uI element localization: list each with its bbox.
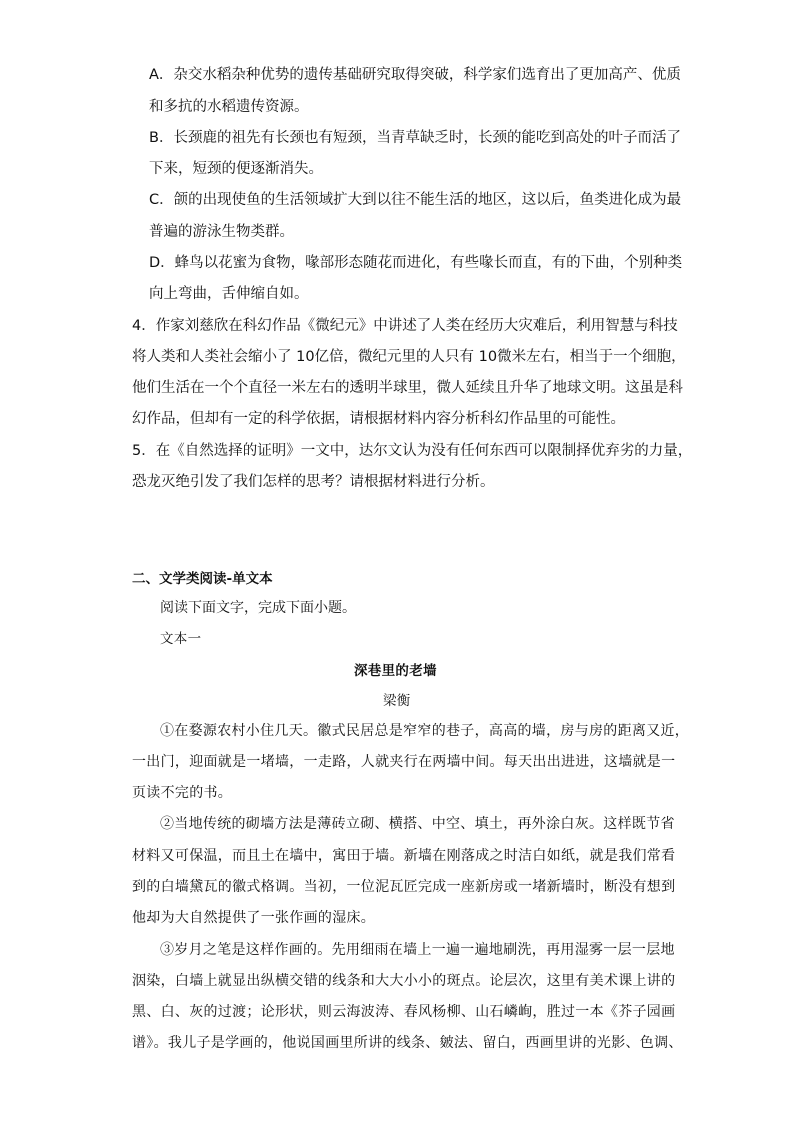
question-4-line: 将人类和人类社会缩小了 10亿倍，微纪元里的人只有 10微米左右，相当于一个细胞， [132,349,686,365]
option-d-line-1: D．蜂鸟以花蜜为食物，喙部形态随花而进化，有些喙长而直，有的下曲，个别种类 [149,255,683,271]
question-4-line: 他们生活在一个个直径一米左右的透明半球里，微人延续且升华了地球文明。这虽是科 [132,380,683,396]
option-b-line-2: 下来，短颈的便逐渐消失。 [149,161,323,177]
question-4-line: 4．作家刘慈欣在科幻作品《微纪元》中讲述了人类在经历大灾难后，利用智慧与科技 [132,318,678,334]
option-b-line-1: B．长颈鹿的祖先有长颈也有短颈，当青草缺乏时，长颈的能吃到高处的叶子而活了 [149,130,681,146]
paragraph-1-line: 页读不完的书。 [132,785,233,801]
question-5-line: 5．在《自然选择的证明》一文中，达尔文认为没有任何东西可以限制择优弃劣的力量， [132,443,693,459]
paragraph-2-line: 他却为大自然提供了一张作画的湿床。 [132,910,376,926]
paragraph-1-line: ①在婺源农村小住几天。徽式民居总是窄窄的巷子，高高的墙，房与房的距离又近， [160,723,690,739]
article-title: 深巷里的老墙 [354,663,437,679]
text-label: 文本一 [160,631,202,647]
option-c-line-1: C．颌的出现使鱼的生活领域扩大到以往不能生活的地区，这以后，鱼类进化成为最 [149,192,682,208]
option-a-line-1: A．杂交水稻杂种优势的遗传基础研究取得突破，科学家们选育出了更加高产、优质 [149,67,681,83]
paragraph-3-line: 洇染，白墙上就显出纵横交错的线条和大大小小的斑点。论层次，这里有美术课上讲的 [132,973,676,989]
article-author: 梁衡 [383,693,411,709]
paragraph-3-line: 黑、白、灰的过渡；论形状，则云海波涛、春风杨柳、山石嶙峋，胜过一本《芥子园画 [132,1004,676,1020]
paragraph-2-line: 到的白墙黛瓦的徽式格调。当初，一位泥瓦匠完成一座新房或一堵新墙时，断没有想到 [132,879,676,895]
option-d-line-2: 向上弯曲，舌伸缩自如。 [149,286,309,302]
paragraph-3-line: 谱》。我儿子是学画的，他说国画里所讲的线条、皴法、留白，西画里讲的光影、色调、 [132,1035,683,1051]
paragraph-3-line: ③岁月之笔是这样作画的。先用细雨在墙上一遍一遍地刷洗，再用湿雾一层一层地 [160,942,675,958]
option-c-line-2: 普遍的游泳生物类群。 [149,224,294,240]
section-instruction: 阅读下面文字，完成下面小题。 [160,600,356,616]
option-a-line-2: 和多抗的水稻遗传资源。 [149,99,309,115]
paragraph-2-line: 材料又可保温，而且土在墙中，寓田于墙。新墙在刚落成之时洁白如纸，就是我们常看 [132,848,676,864]
paragraph-1-line: 一出门，迎面就是一堵墙，一走路，人就夹行在两墙中间。每天出出进进，这墙就是一 [132,754,676,770]
section-heading: 二、文学类阅读-单文本 [132,571,273,587]
question-5-line: 恐龙灭绝引发了我们怎样的思考？请根据材料进行分析。 [132,474,495,490]
question-4-line: 幻作品，但却有一定的科学依据，请根据材料内容分析科幻作品里的可能性。 [132,411,625,427]
paragraph-2-line: ②当地传统的砌墙方法是薄砖立砌、横搭、中空、填土，再外涂白灰。这样既节省 [160,816,675,832]
